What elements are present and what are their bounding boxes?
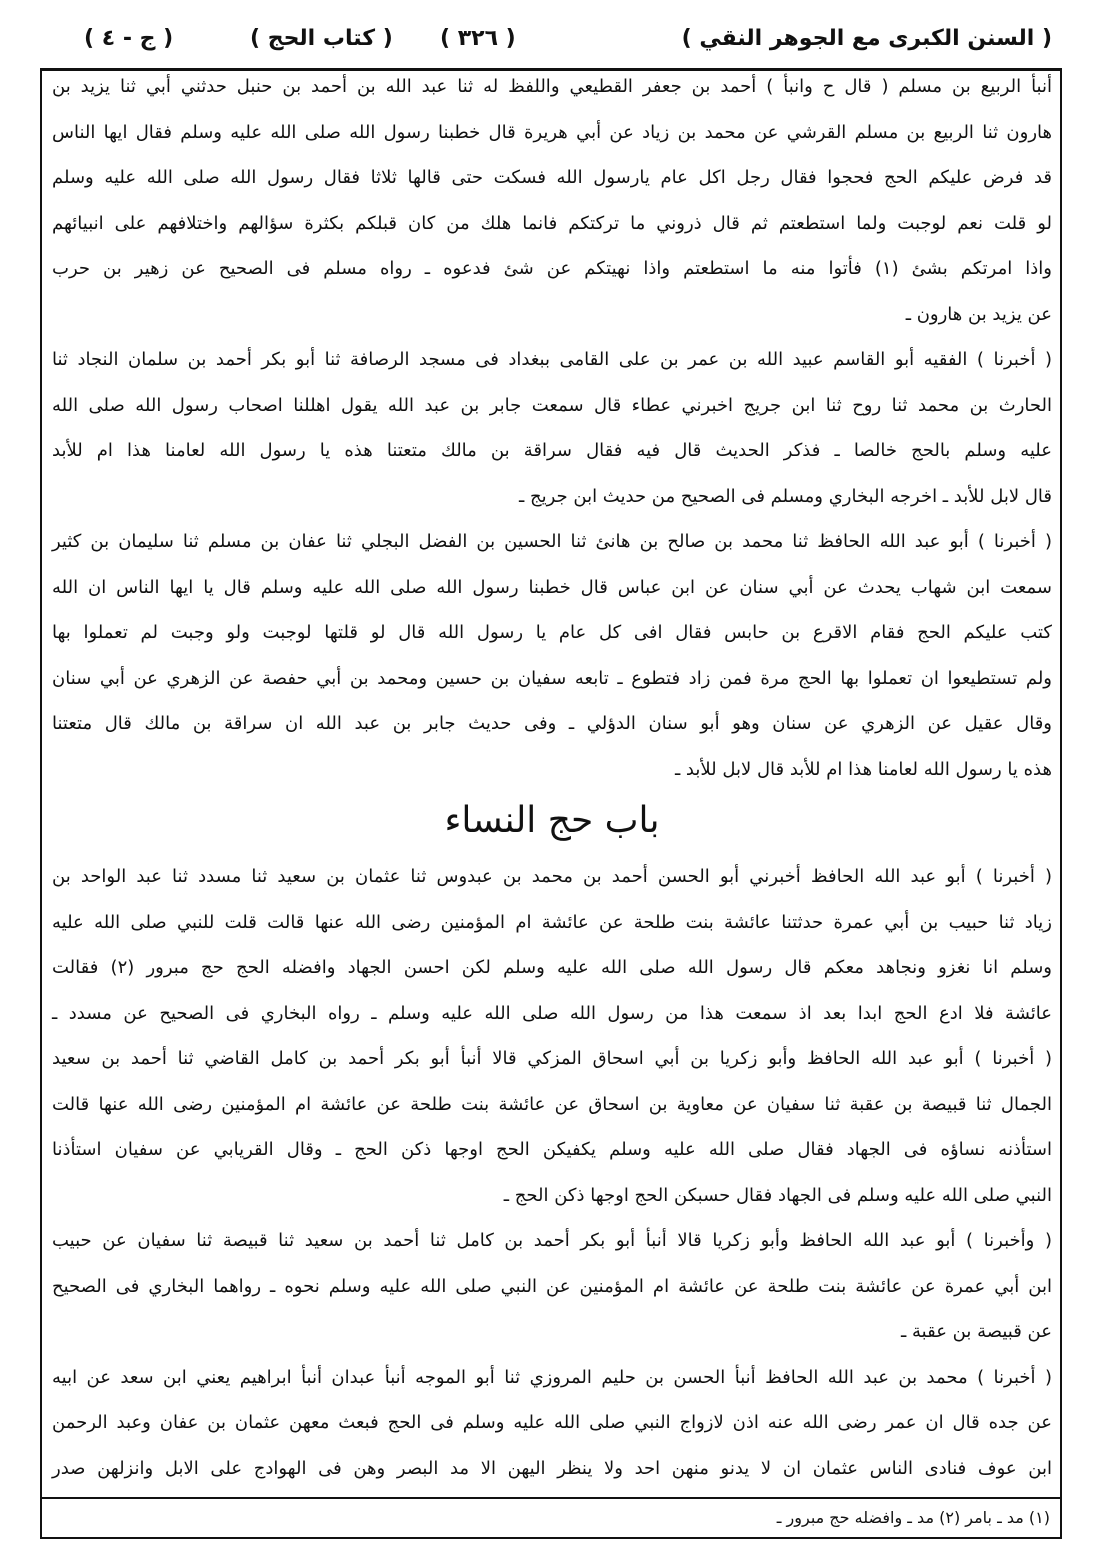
- text-line: عن جده قال ان عمر رضى الله عنه اذن لازواج النبي صلى الله عليه وسلم فى الحج فبعث معهن عثمان بن عفان وعبد الرحمن: [52, 1412, 1052, 1433]
- text-line: ( أخبرنا ) أبو عبد الله الحافظ أخبرني أبو الحسن أحمد بن محمد بن عبدوس ثنا عثمان بن سعيد ثنا مسدد ثنا عبد الواحد بن: [52, 866, 1052, 887]
- text-line: قد فرض عليكم الحج فحجوا فقال رجل اكل عام يارسول الله فسكت حتى قالها ثلاثا فقال رسول الله صلى الله عليه وسلم: [52, 167, 1052, 188]
- text-line: النبي صلى الله عليه وسلم فى الجهاد فقال حسبكن الحج اوجها ذكن الحج ـ: [503, 1184, 1052, 1206]
- left-border: [40, 68, 42, 1538]
- text-line: سمعت ابن شهاب يحدث عن أبي سنان عن ابن عباس قال خطبنا رسول الله صلى الله عليه وسلم قال يا ايها الناس ان الله: [52, 576, 1052, 598]
- footnote: (١) مد ـ بامر (٢) مد ـ وافضله حج مبرور ـ: [776, 1508, 1050, 1527]
- text-line: الحارث بن محمد ثنا روح ثنا ابن جريج اخبرني عطاء قال سمعت جابر بن عبد الله يقول اهللنا اصحاب رسول الله صلى الله: [52, 394, 1052, 416]
- text-line: قال لابل للأبد ـ اخرجه البخاري ومسلم فى الصحيح من حديث ابن جريج ـ: [518, 485, 1052, 507]
- right-border: [1060, 68, 1062, 1538]
- page-number: ( ٣٢٦ ): [440, 26, 516, 51]
- text-line: عليه وسلم بالحج خالصا ـ فذكر الحديث قال فيه فقال سراقة بن مالك متعتنا هذه يا رسول الله لعامنا هذا ام للأبد: [52, 440, 1052, 461]
- text-line: استأذنه نساؤه فى الجهاد فقال صلى الله عليه وسلم يكفيكن الحج اوجها ذكن الحج ـ وقال القريابي عن سفيان استأذنا: [52, 1139, 1052, 1160]
- text-line: واذا امرتكم بشئ (١) فأتوا منه ما استطعتم واذا نهيتكم عن شئ فدعوه ـ رواه مسلم فى الصحيح عن زهير بن حرب: [52, 258, 1052, 279]
- footnote-rule: [40, 1497, 1062, 1499]
- text-line: عائشة فلا ادع الحج ابدا بعد اذ سمعت هذا من رسول الله صلى الله عليه وسلم ـ رواه البخاري فى الصحيح عن مسدد ـ: [52, 1002, 1052, 1024]
- text-line: ( أخبرنا ) أبو عبد الله الحافظ ثنا محمد بن صالح بن هانئ ثنا الحسين بن الفضل البجلي ثنا عفان بن مسلم ثنا سليمان بن كثير: [52, 531, 1052, 552]
- text-line: كتب عليكم الحج فقام الاقرع بن حابس فقال افى كل عام يا رسول الله قال لو قلتها لوجبت ولو وجبت لم تعملوا بها: [52, 622, 1052, 643]
- text-line: لو قلت نعم لوجبت ولما استطعتم ثم قال ذروني ما تركتكم فانما هلك من كان قبلكم بكثرة سؤالهم واختلافهم على انبيائهم: [52, 212, 1052, 234]
- text-line: ( أخبرنا ) أبو عبد الله الحافظ وأبو زكريا بن أبي اسحاق المزكي قالا أنبأ أبو بكر أحمد بن كامل القاضي ثنا أحمد بن سعيد: [52, 1048, 1052, 1069]
- chapter-title: ( كتاب الحج ): [250, 26, 393, 51]
- section-title: باب حج النساء: [444, 800, 660, 841]
- text-line: عن يزيد بن هارون ـ: [905, 303, 1052, 325]
- text-line: أنبأ الربيع بن مسلم ( قال ح وانبأ ) أحمد بن جعفر القطيعي واللفظ له ثنا عبد الله بن أحمد بن حنبل حدثني أبي ثنا يزيد بن: [52, 76, 1052, 97]
- text-line: وسلم انا نغزو ونجاهد معكم قال رسول الله صلى الله عليه وسلم لكن احسن الجهاد وافضله الحج حج مبرور (٢) فقالت: [52, 957, 1052, 978]
- bottom-rule: [40, 1537, 1062, 1539]
- text-line: هارون ثنا الربيع بن مسلم القرشي عن محمد بن زياد عن أبي هريرة قال خطبنا رسول الله صلى الله عليه وسلم فقال ايها الناس: [52, 121, 1052, 143]
- text-line: عن قبيصة بن عقبة ـ: [901, 1321, 1052, 1342]
- text-line: وقال عقيل عن الزهري عن سنان وهو أبو سنان الدؤلي ـ وفى حديث جابر بن عبد الله ان سراقة بن مالك قال متعتنا: [52, 713, 1052, 734]
- book-title: ( السنن الكبرى مع الجوهر النقي ): [681, 26, 1052, 51]
- text-line: زياد ثنا حبيب بن أبي عمرة حدثتنا عائشة بنت طلحة عن عائشة ام المؤمنين رضى الله عنها قالت قلت للنبي صلى الله عليه: [52, 911, 1052, 933]
- text-line: هذه يا رسول الله لعامنا هذا ام للأبد قال لابل للأبد ـ: [674, 758, 1052, 780]
- volume-number: ( ج - ٤ ): [84, 26, 174, 51]
- text-line: ( أخبرنا ) الفقيه أبو القاسم عبيد الله بن عمر بن على القامى ببغداد فى مسجد الرصافة ثنا أبو بكر أحمد بن سلمان النجاد ثنا: [52, 349, 1052, 370]
- text-line: ( أخبرنا ) محمد بن عبد الله الحافظ أنبأ الحسن بن حليم المروزي ثنا أبو الموجه أنبأ عبدان أنبأ ابراهيم يعني ابن سعد عن ابيه: [52, 1366, 1052, 1388]
- text-line: ابن عوف فنادى الناس عثمان ان لا يدنو منهن احد ولا ينظر اليهن الا مد البصر وهن فى الهوادج على الابل وانزلهن صدر: [52, 1457, 1052, 1479]
- text-line: ابن أبي عمرة عن عائشة بنت طلحة عن عائشة ام المؤمنين عن النبي صلى الله عليه وسلم نحوه ـ رواهما البخاري فى الصحيح: [52, 1275, 1052, 1297]
- text-line: ( وأخبرنا ) أبو عبد الله الحافظ وأبو زكريا قالا أنبأ أبو بكر أحمد بن كامل ثنا أحمد بن سعيد ثنا قبيصة ثنا سفيان عن حبيب: [52, 1230, 1052, 1251]
- text-line: الجمال ثنا قبيصة بن عقبة ثنا سفيان عن معاوية بن اسحاق عن عائشة بنت طلحة عن عائشة ام المؤمنين رضى الله عنها قالت: [52, 1093, 1052, 1115]
- text-line: ولم تستطيعوا ان تعملوا بها الحج مرة فمن زاد فتطوع ـ تابعه سفيان بن حسين ومحمد بن أبي حفصة عن الزهري عن أبي سنان: [52, 667, 1052, 689]
